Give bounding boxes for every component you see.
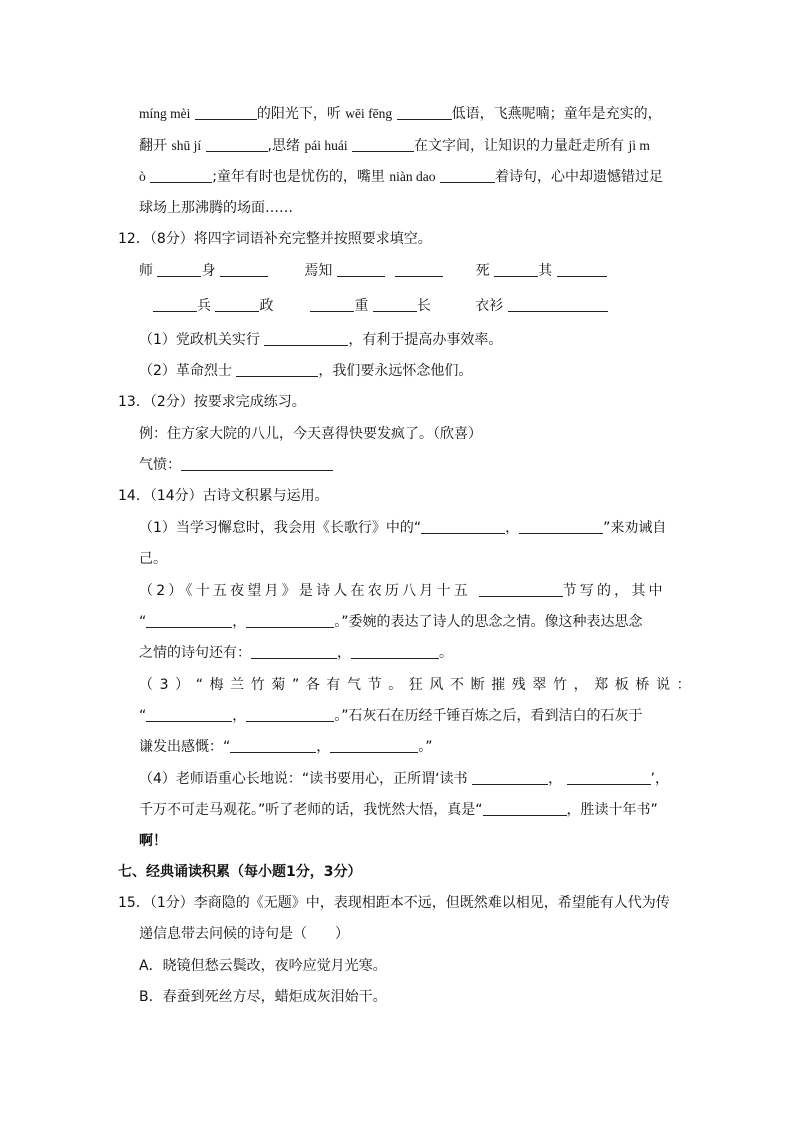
text: 谦发出感慨：“	[139, 739, 231, 755]
answer-blank[interactable]	[146, 707, 232, 722]
answer-blank[interactable]	[330, 738, 418, 753]
pinyin-ming-mei: míng mèi	[139, 106, 191, 121]
text: “	[139, 708, 147, 724]
answer-blank[interactable]	[181, 456, 333, 471]
text: 。”	[418, 739, 433, 755]
text: 节写的，其中	[562, 583, 666, 599]
q11-line-1	[139, 104, 662, 124]
answer-blank[interactable]	[472, 770, 548, 785]
q15-option-a[interactable]: A．晓镜但愁云鬓改，夜吟应觉月光寒。	[139, 958, 387, 974]
text: ，	[337, 645, 351, 661]
text: ，我们要永远怀念他们。	[318, 363, 473, 379]
answer-blank[interactable]	[220, 262, 268, 277]
pinyin-o: ò	[139, 169, 146, 184]
q14-heading: 14．（14分）古诗文积累与运用。	[118, 488, 329, 504]
text: ，	[232, 708, 247, 724]
text: ，有利于提高办事效率。	[348, 332, 503, 348]
answer-blank[interactable]	[352, 137, 414, 152]
text: 的阳光下，听	[256, 106, 341, 122]
text: ,思绪	[267, 138, 300, 154]
q12-sub-1	[139, 330, 502, 350]
answer-blank[interactable]	[397, 105, 452, 120]
answer-blank[interactable]	[236, 362, 318, 377]
pinyin-wei-feng: wēi fēng	[345, 106, 393, 121]
text: 死	[475, 263, 490, 279]
text: 之情的诗句还有：	[139, 645, 251, 661]
answer-blank[interactable]	[246, 707, 334, 722]
q11-line-4: 球场上那沸腾的场面……	[139, 200, 293, 216]
text: 师	[139, 263, 153, 279]
text: 。”委婉的表达了诗人的思念之情。像这种表达思念	[334, 614, 643, 630]
text: 在文字间，让知识的力量赶走所有	[414, 138, 625, 154]
text: 翻开	[139, 138, 167, 154]
text: 。	[439, 645, 453, 661]
text: 兵	[197, 298, 211, 314]
q13-example: 例：住方家大院的八儿，今天喜得快要发疯了。（欣喜）	[139, 426, 482, 442]
text: ，	[316, 739, 331, 755]
answer-blank[interactable]	[440, 168, 495, 183]
text: “	[139, 614, 147, 630]
q11-line-3	[139, 167, 663, 187]
answer-blank[interactable]	[195, 105, 257, 120]
answer-blank[interactable]	[557, 262, 607, 277]
q14-sub-4-line-1	[139, 769, 669, 789]
text: ;童年有时也是忧伤的，嘴里	[212, 169, 385, 185]
answer-blank[interactable]	[206, 137, 268, 152]
section-7-heading: 七、经典诵读积累（每小题1分，3分）	[118, 864, 362, 880]
answer-blank[interactable]	[337, 262, 385, 277]
q14-sub-3-line-1: （3）“梅兰竹菊”各有气节。狂风不断摧残翠竹，郑板桥说：	[139, 677, 698, 693]
text: 重	[354, 298, 369, 314]
text: ，	[548, 771, 563, 787]
q13-heading: 13．（2分）按要求完成练习。	[118, 394, 306, 410]
q12-heading: 12．（8分）将四字词语补充完整并按照要求填空。	[118, 231, 432, 247]
answer-blank[interactable]	[508, 297, 608, 312]
answer-blank[interactable]	[395, 262, 443, 277]
answer-blank[interactable]	[421, 519, 505, 534]
q11-line-2	[139, 136, 650, 156]
text: 焉知	[304, 263, 333, 279]
answer-blank[interactable]	[157, 262, 201, 277]
answer-blank[interactable]	[519, 519, 603, 534]
pinyin-nian-dao: niàn dao	[389, 169, 436, 184]
text: 其	[538, 263, 553, 279]
q14-sub-1-line-1	[139, 518, 666, 538]
text: 政	[259, 298, 274, 314]
text: （1）当学习懈怠时，我会用《长歌行》中的“	[139, 520, 422, 536]
q12-row-2	[153, 296, 608, 316]
answer-blank[interactable]	[246, 613, 334, 628]
answer-blank[interactable]	[153, 297, 197, 312]
text: （2）革命烈士	[139, 363, 232, 379]
answer-blank[interactable]	[215, 297, 259, 312]
text: ，	[505, 520, 520, 536]
answer-blank[interactable]	[146, 613, 232, 628]
text: ，胜读十年书”	[566, 802, 658, 818]
q12-row-1	[139, 261, 607, 281]
q14-sub-1-line-2: 己。	[139, 551, 167, 567]
text: （1）党政机关实行	[139, 332, 260, 348]
answer-blank[interactable]	[251, 644, 337, 659]
q14-sub-4-line-2	[139, 800, 658, 820]
text: （4）老师语重心长地说：“读书要用心，正所谓‘读书	[139, 771, 468, 787]
q15-heading-line-1: 15．（1分）李商隐的《无题》中，表现相距本不远，但既然难以相见，希望能有人代为传	[118, 895, 670, 911]
q14-sub-2-line-2	[139, 612, 643, 632]
q14-sub-2-line-3	[139, 643, 453, 663]
pinyin-pai-huai: pái huái	[304, 138, 348, 153]
text: 低语，飞燕呢喃；童年是充实的，	[451, 106, 662, 122]
text: 长	[416, 298, 431, 314]
answer-blank[interactable]	[310, 297, 354, 312]
answer-blank[interactable]	[494, 262, 538, 277]
q13-answer-line	[139, 455, 333, 475]
answer-blank[interactable]	[264, 331, 348, 346]
q14-sub-2-line-1	[139, 581, 666, 601]
q14-sub-3-line-3	[139, 737, 433, 757]
text: ，	[232, 614, 247, 630]
answer-blank[interactable]	[483, 801, 567, 816]
text: （2）《十五夜望月》是诗人在农历八月十五	[139, 583, 471, 599]
pinyin-ji-m: jì m	[628, 138, 650, 153]
q12-sub-2	[139, 361, 472, 381]
q15-heading-line-2: 递信息带去问候的诗句是（ ）	[139, 926, 349, 942]
q14-sub-4-line-3: 啊！	[139, 833, 167, 849]
answer-blank[interactable]	[567, 770, 651, 785]
q15-option-b[interactable]: B．春蚕到死丝方尽，蜡炬成灰泪始干。	[139, 989, 387, 1005]
text: 千万不可走马观花。”听了老师的话，我恍然大悟，真是“	[139, 802, 483, 818]
answer-blank[interactable]	[373, 297, 417, 312]
answer-blank[interactable]	[351, 644, 439, 659]
text: 衣衫	[475, 298, 504, 314]
pinyin-shu-ji: shū jí	[171, 138, 202, 153]
text: ”来劝诫自	[603, 520, 667, 536]
q14-sub-3-line-2	[139, 706, 643, 726]
answer-blank[interactable]	[479, 582, 563, 597]
text: 气愤：	[139, 457, 181, 473]
text: 身	[201, 263, 216, 279]
text: 。”石灰石在历经千锤百炼之后，看到洁白的石灰于	[334, 708, 643, 724]
answer-blank[interactable]	[150, 168, 212, 183]
answer-blank[interactable]	[230, 738, 316, 753]
text: 着诗句，心中却遗憾错过足	[494, 169, 663, 185]
text: ’，	[650, 771, 669, 787]
